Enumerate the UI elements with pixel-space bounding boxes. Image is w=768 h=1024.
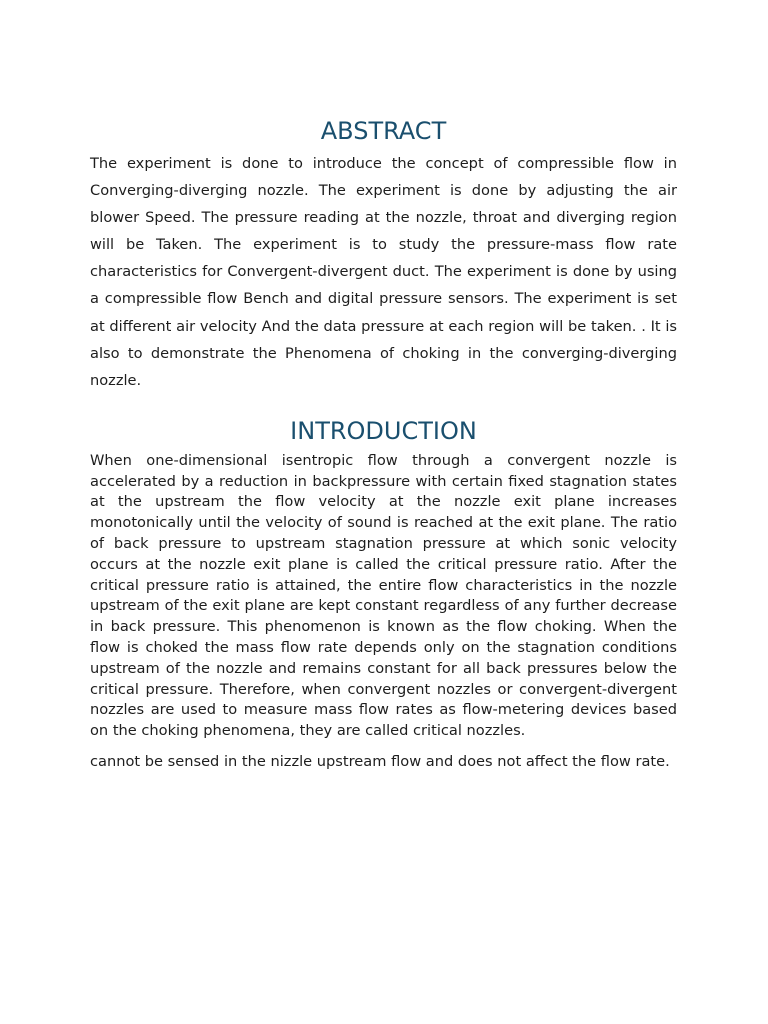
document-content	[90, 114, 677, 773]
introduction-heading: INTRODUCTION	[290, 416, 477, 445]
introduction-paragraph-2: cannot be sensed in the nizzle upstream flow and does not affect the flow rate.	[90, 753, 670, 770]
abstract-heading: ABSTRACT	[320, 117, 447, 145]
abstract-paragraph: The experiment is done to introduce the concept of compressible flow in Converging-diverging nozzle. The experiment is done by adjusting the air blower Speed. The pressure reading at the nozzle, throat and diverging region will be Taken. The experiment is to study the pressure-mass flow rate characteristics for Convergent-divergent duct. The experiment is done by using a compressible flow Bench and digital pressure sensors. The experiment is set at different air velocity And the data pressure at each region will be taken. . It is also to demonstrate the Phenomena of choking in the converging-diverging nozzle.	[90, 155, 677, 389]
introduction-paragraph-1: When one-dimensional isentropic flow through a convergent nozzle is accelerated by a reduction in backpressure with certain fixed stagnation states at the upstream the flow velocity at the nozzle exit plane increases monotonically until the velocity of sound is reached at the exit plane. The ratio of back pressure to upstream stagnation pressure at which sonic velocity occurs at the nozzle exit plane is called the critical pressure ratio. After the critical pressure ratio is attained, the entire flow characteristics in the nozzle upstream of the exit plane are kept constant regardless of any further decrease in back pressure. This phenomenon is known as the flow choking. When the flow is choked the mass flow rate depends only on the stagnation conditions upstream of the nozzle and remains constant for all back pressures below the critical pressure. Therefore, when convergent nozzles or convergent-divergent nozzles are used to measure mass flow rates as flow-metering devices based on the choking phenomena, they are called critical nozzles.	[90, 451, 677, 740]
